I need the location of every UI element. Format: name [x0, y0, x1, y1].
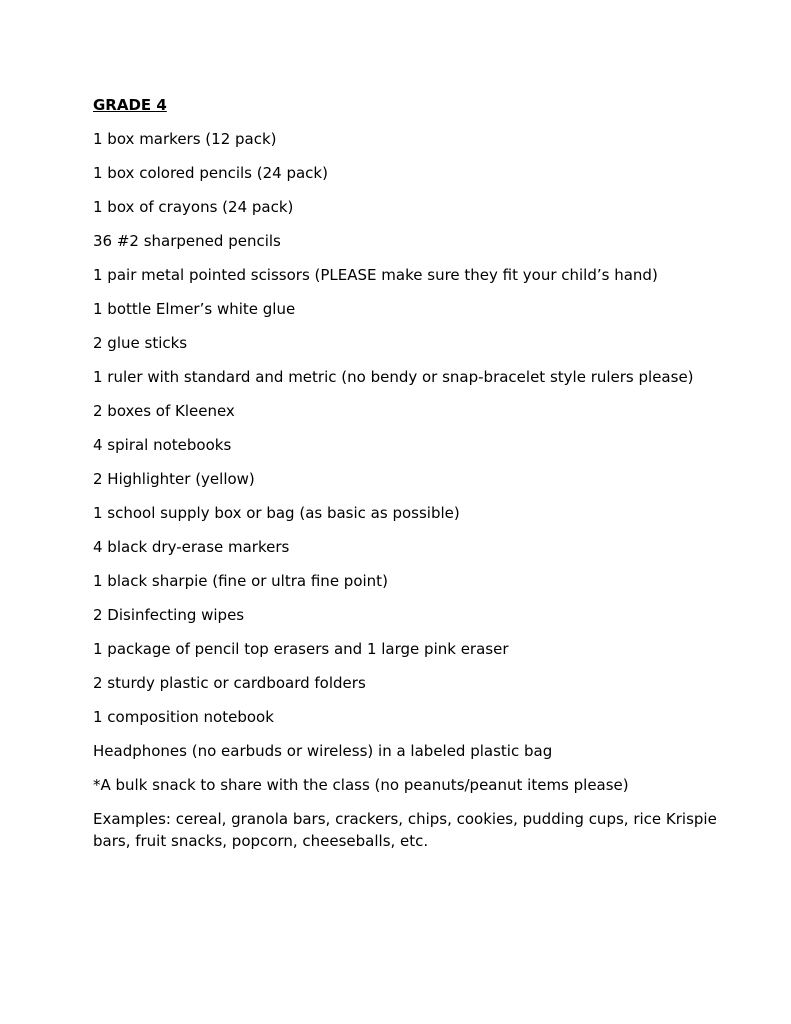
list-item: 1 box of crayons (24 pack)	[93, 198, 294, 216]
list-item: 1 school supply box or bag (as basic as possible)	[93, 504, 460, 522]
list-item: 1 package of pencil top erasers and 1 large pink eraser	[93, 640, 509, 658]
list-item: Headphones (no earbuds or wireless) in a labeled plastic bag	[93, 742, 553, 760]
list-item: 2 boxes of Kleenex	[93, 402, 235, 420]
list-item: 1 composition notebook	[93, 708, 274, 726]
list-item: 2 sturdy plastic or cardboard folders	[93, 674, 366, 692]
list-item: 1 black sharpie (fine or ultra fine point)	[93, 572, 388, 590]
list-item: 4 black dry-erase markers	[93, 538, 290, 556]
snack-examples: Examples: cereal, granola bars, crackers, chips, cookies, pudding cups, rice Krispie bars, fruit snacks, popcorn, cheeseballs, etc.	[93, 810, 717, 850]
list-item: 2 Disinfecting wipes	[93, 606, 245, 624]
list-item: 1 pair metal pointed scissors (PLEASE make sure they fit your child’s hand)	[93, 266, 658, 284]
list-item: *A bulk snack to share with the class (no peanuts/peanut items please)	[93, 776, 629, 794]
list-item: 1 box colored pencils (24 pack)	[93, 164, 328, 182]
list-item: 36 #2 sharpened pencils	[93, 232, 281, 250]
page-title: GRADE 4	[93, 96, 167, 114]
supply-list	[93, 128, 733, 796]
list-item: 1 box markers (12 pack)	[93, 130, 277, 148]
list-item: 2 glue sticks	[93, 334, 188, 352]
list-item: 4 spiral notebooks	[93, 436, 232, 454]
document-content	[93, 94, 733, 852]
list-item: 1 ruler with standard and metric (no bendy or snap-bracelet style rulers please)	[93, 368, 694, 386]
list-item: 1 bottle Elmer’s white glue	[93, 300, 296, 318]
list-item: 2 Highlighter (yellow)	[93, 470, 255, 488]
